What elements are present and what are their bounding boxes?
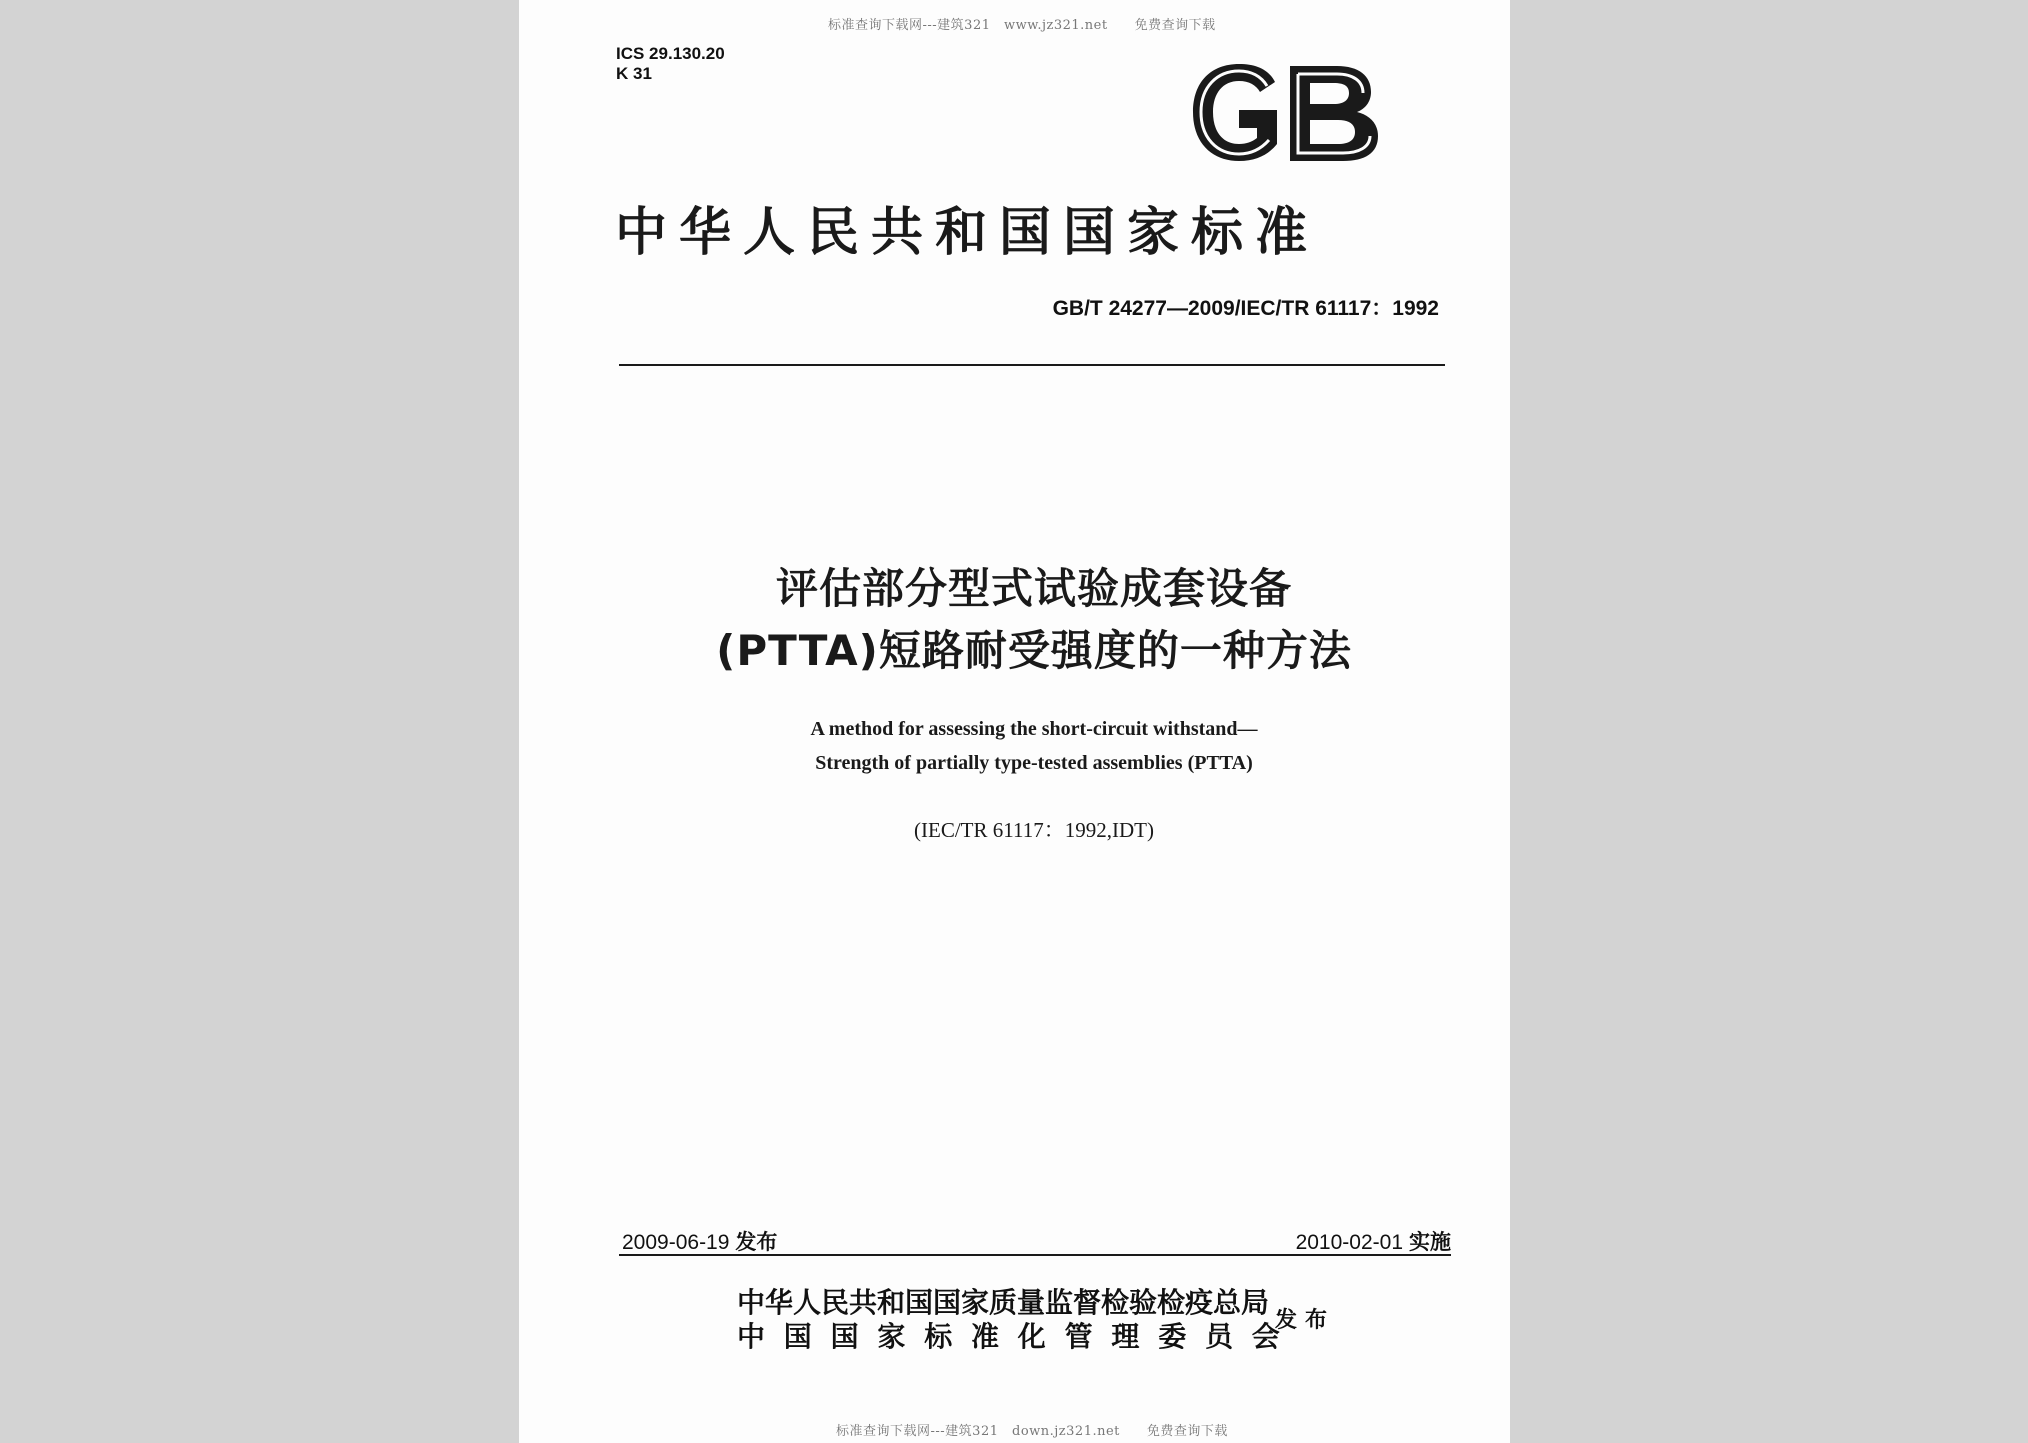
header-divider <box>619 364 1445 366</box>
english-title-line2: Strength of partially type-tested assemblies (PTTA) <box>815 752 1253 774</box>
chinese-title <box>619 558 1449 682</box>
issue-label: 发布 <box>735 1231 778 1254</box>
gb-logo <box>1187 60 1384 165</box>
classification-codes <box>616 44 725 84</box>
english-title-line1: A method for assessing the short-circuit withstand— <box>810 718 1258 740</box>
chinese-title-line2: (PTTA)短路耐受强度的一种方法 <box>716 626 1352 675</box>
document-page <box>519 0 1510 1443</box>
issuer-block <box>737 1286 1299 1354</box>
national-standard-title: 中华人民共和国国家标准 <box>615 202 1320 263</box>
gb-logo-graphic <box>1187 60 1384 165</box>
footer-divider <box>619 1254 1451 1256</box>
standard-number: GB/T 24277—2009/IEC/TR 61117：1992 <box>1052 297 1439 320</box>
english-title <box>619 712 1449 780</box>
ics-code: ICS 29.130.20 <box>616 44 725 63</box>
issuer-line2: 中国国家标准化管理委员会 <box>737 1320 1299 1353</box>
implement-date: 2010-02-01 <box>1295 1231 1403 1254</box>
equivalence-note: (IEC/TR 61117：1992,IDT) <box>914 818 1154 842</box>
watermark-bottom: 标准查询下载网---建筑321 down.jz321.net 免费查询下载 <box>836 1424 1228 1439</box>
class-code: K 31 <box>616 64 652 83</box>
implement-label: 实施 <box>1409 1231 1451 1254</box>
watermark-top: 标准查询下载网---建筑321 www.jz321.net 免费查询下载 <box>828 18 1216 33</box>
implement-date-block <box>1119 1226 1451 1256</box>
publish-label: 发布 <box>1275 1308 1336 1333</box>
issue-date: 2009-06-19 <box>622 1231 730 1254</box>
issuer-line1: 中华人民共和国国家质量监督检验检疫总局 <box>737 1286 1270 1319</box>
chinese-title-line1: 评估部分型式试验成套设备 <box>775 564 1292 613</box>
issue-date-block <box>622 1226 777 1256</box>
